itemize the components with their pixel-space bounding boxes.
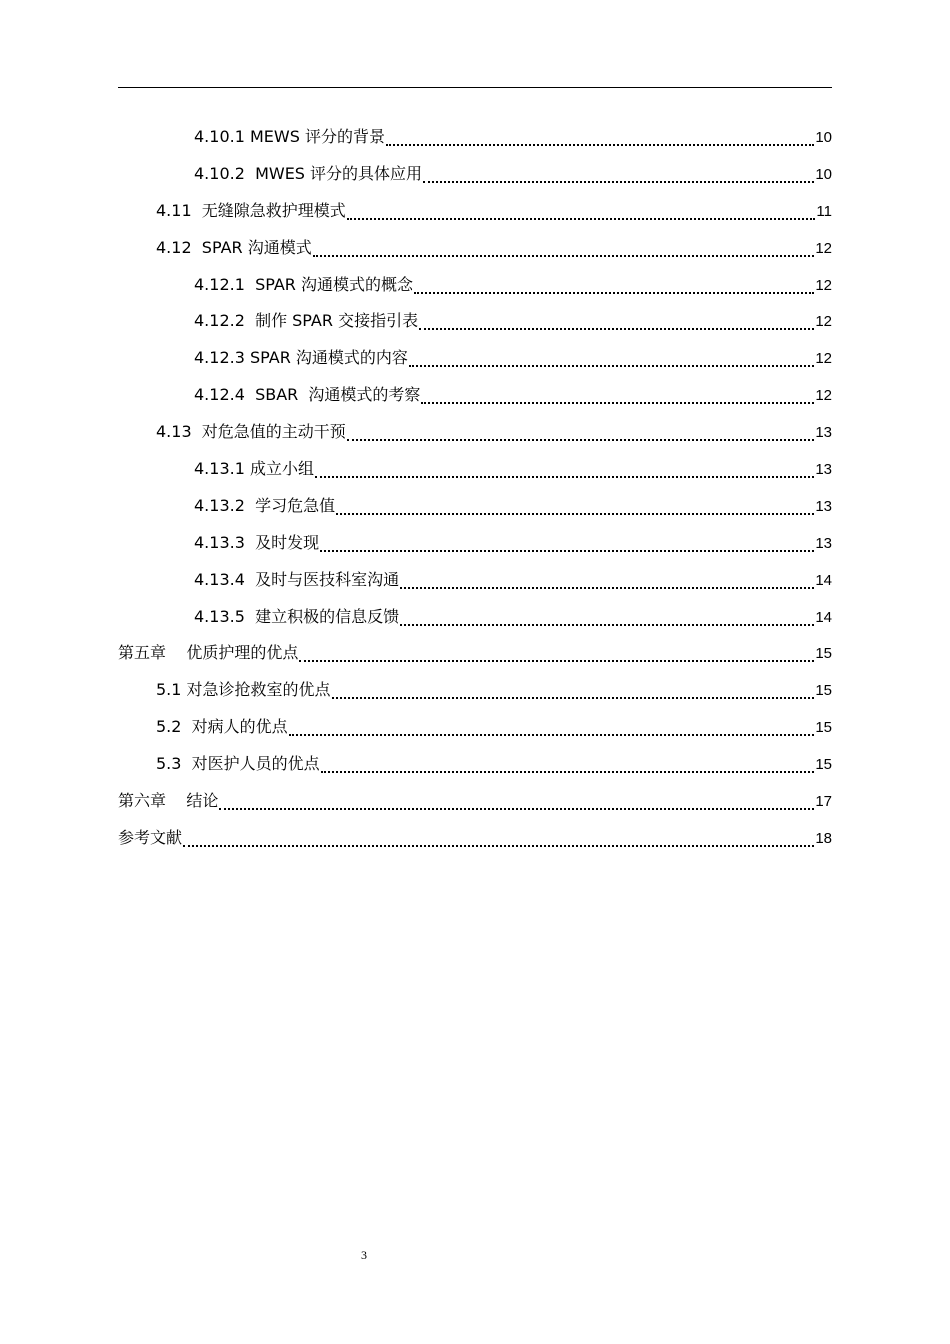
toc-entry[interactable] (118, 820, 832, 857)
toc-entry-title: 4.12.3 SPAR 沟通模式的内容 (194, 348, 408, 368)
toc-entry-page: 13 (815, 534, 832, 552)
toc-entry-page: 12 (815, 276, 832, 294)
toc-entry[interactable] (118, 525, 832, 562)
toc-entry-page: 15 (815, 645, 832, 663)
toc-entry-title: 参考文献 (118, 827, 183, 847)
toc-entry-title: 4.13.5 建立积极的信息反馈 (194, 606, 400, 626)
footer-page-number: 3 (361, 1248, 367, 1262)
toc-entry-title: 4.13.2 学习危急值 (194, 495, 336, 515)
toc-entry-page: 17 (815, 793, 832, 811)
toc-entry[interactable] (118, 451, 832, 488)
toc-entry-page: 15 (815, 682, 832, 700)
toc-entry[interactable] (118, 746, 832, 783)
toc-leader-dots (423, 180, 814, 183)
toc-leader-dots (414, 291, 814, 294)
toc-entry-page: 15 (815, 756, 832, 774)
toc-leader-dots (332, 696, 815, 699)
toc-entry[interactable] (118, 340, 832, 377)
toc-leader-dots (400, 586, 814, 589)
header-rule (118, 87, 832, 88)
toc-entry-page: 12 (815, 350, 832, 368)
toc-entry[interactable] (118, 672, 832, 709)
toc-entry-title: 4.12.4 SBAR 沟通模式的考察 (194, 385, 421, 405)
toc-entry[interactable] (118, 709, 832, 746)
toc-entry-title: 5.3 对医护人员的优点 (156, 754, 320, 774)
toc-leader-dots (347, 217, 816, 220)
toc-leader-dots (421, 401, 814, 404)
toc-leader-dots (315, 475, 814, 478)
toc-entry[interactable] (118, 156, 832, 193)
toc-entry[interactable] (118, 414, 832, 451)
toc-leader-dots (409, 364, 814, 367)
toc-entry-page: 18 (815, 829, 832, 847)
toc-leader-dots (289, 733, 815, 736)
toc-entry[interactable] (118, 488, 832, 525)
toc-entry-page: 12 (815, 313, 832, 331)
toc-leader-dots (320, 549, 814, 552)
toc-leader-dots (400, 623, 814, 626)
toc-entry-title: 4.11 无缝隙急救护理模式 (156, 200, 346, 220)
toc-entry-page: 13 (815, 424, 832, 442)
toc-leader-dots (299, 659, 814, 662)
toc-entry-title: 4.12 SPAR 沟通模式 (156, 237, 312, 257)
toc-entry-title: 4.13.4 及时与医技科室沟通 (194, 569, 400, 589)
toc-entry[interactable] (118, 193, 832, 230)
toc-entry[interactable] (118, 377, 832, 414)
toc-entry[interactable] (118, 267, 832, 304)
toc-entry-title: 第六章 结论 (118, 791, 219, 811)
toc-entry-page: 11 (816, 202, 832, 220)
toc-leader-dots (336, 512, 814, 515)
toc-entry[interactable] (118, 635, 832, 672)
toc-entry-page: 12 (815, 387, 832, 405)
toc-leader-dots (386, 143, 814, 146)
toc-leader-dots (313, 254, 815, 257)
toc-entry-title: 第五章 优质护理的优点 (118, 643, 299, 663)
toc-entry-title: 4.12.1 SPAR 沟通模式的概念 (194, 274, 413, 294)
toc-entry-title: 4.10.1 MEWS 评分的背景 (194, 127, 385, 146)
toc-entry[interactable] (118, 783, 832, 820)
toc-entry-page: 10 (815, 165, 832, 183)
toc-entry-page: 14 (815, 571, 832, 589)
toc-entry[interactable] (118, 230, 832, 267)
toc-entry-title: 4.12.2 制作 SPAR 交接指引表 (194, 311, 419, 331)
toc-entry[interactable] (118, 119, 832, 156)
toc-entry-title: 4.13 对危急值的主动干预 (156, 422, 346, 442)
toc-entry-page: 12 (815, 239, 832, 257)
toc-entry-page: 10 (815, 129, 832, 146)
toc-entry[interactable] (118, 599, 832, 636)
toc-entry-title: 5.2 对病人的优点 (156, 717, 288, 737)
toc-leader-dots (321, 770, 815, 773)
toc-leader-dots (347, 438, 815, 441)
toc-entry[interactable] (118, 303, 832, 340)
toc-entry-title: 5.1 对急诊抢救室的优点 (156, 680, 331, 700)
toc-leader-dots (219, 807, 814, 810)
toc-entry[interactable] (118, 562, 832, 599)
table-of-contents (118, 119, 832, 857)
toc-entry-page: 15 (815, 719, 832, 737)
toc-entry-title: 4.13.3 及时发现 (194, 532, 320, 552)
toc-entry-page: 14 (815, 608, 832, 626)
toc-leader-dots (183, 844, 814, 847)
toc-entry-page: 13 (815, 461, 832, 479)
toc-leader-dots (419, 327, 814, 330)
toc-entry-title: 4.10.2 MWES 评分的具体应用 (194, 163, 423, 183)
toc-entry-title: 4.13.1 成立小组 (194, 459, 314, 479)
toc-entry-page: 13 (815, 497, 832, 515)
